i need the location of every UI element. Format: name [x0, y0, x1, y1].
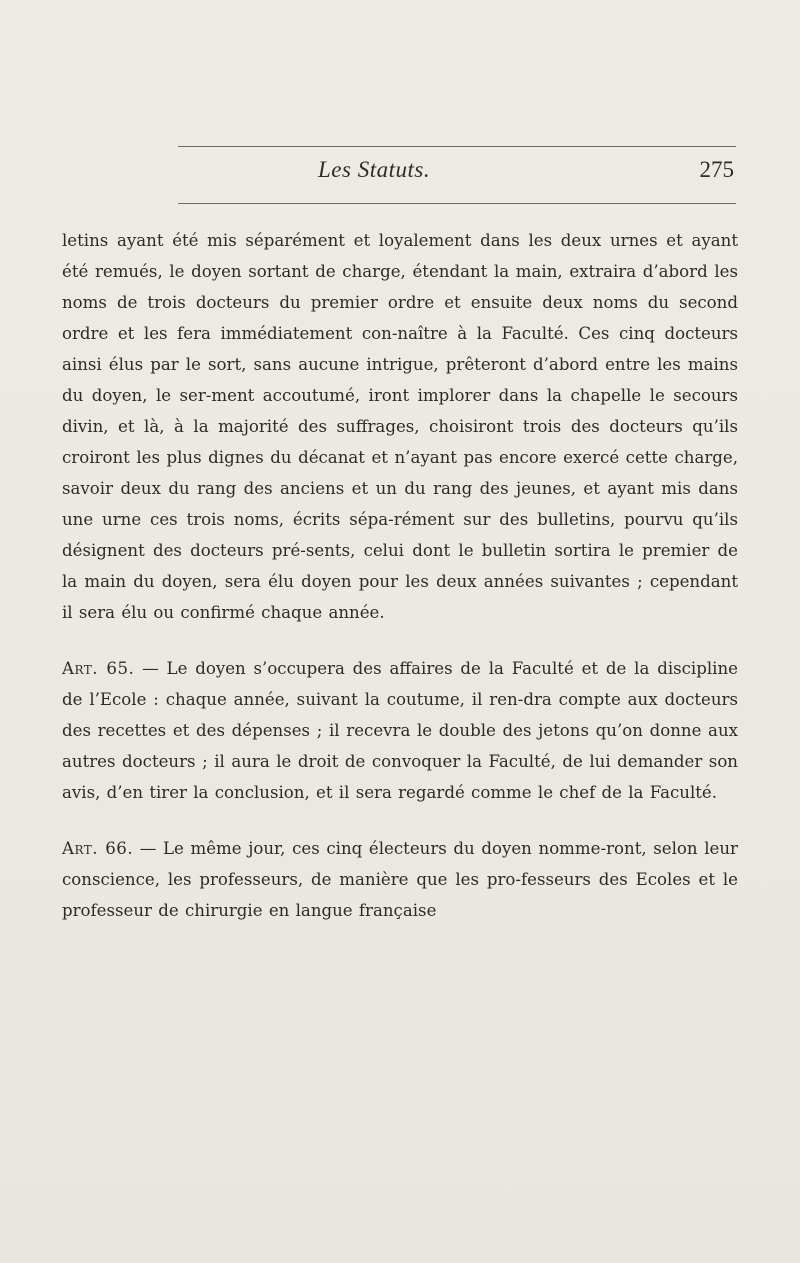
article-label: Art. 65.: [62, 659, 135, 678]
article-label: Art. 66.: [62, 839, 134, 858]
paragraph-text: — Le même jour, ces cinq électeurs du doyen nomme-ront, selon leur conscience, les professeurs, de manière que les pro-fesseurs des Ecoles et le professeur de chirurgie en langue française: [62, 839, 738, 920]
paragraph-article-65: [62, 653, 738, 808]
paragraph-text: — Le doyen s’occupera des affaires de la Faculté et de la discipline de l’Ecole : chaque année, suivant la coutume, il ren-dra compte aux docteurs des recettes et des dépenses ; il recevra le double des jetons qu’on donne aux autres docteurs ; il aura le droit de convoquer la Faculté, de lui demander son avis, d’en tirer la conclusion, et il sera regardé comme le chef de la Faculté.: [62, 659, 738, 802]
body-text: [62, 225, 738, 926]
page-number: 275: [699, 157, 734, 182]
paragraph-article-66: [62, 833, 738, 926]
header-top-rule: [178, 146, 736, 147]
running-title: Les Statuts.: [318, 157, 431, 182]
running-header: [178, 153, 736, 193]
paragraph-text: letins ayant été mis séparément et loyalement dans les deux urnes et ayant été remués, le doyen sortant de charge, étendant la main, extraira d’abord les noms de trois docteurs du premier ordre et ensuite deux noms du second ordre et les fera immédiatement con-naître à la Faculté. Ces cinq docteurs ainsi élus par le sort, sans aucune intrigue, prêteront d’abord entre les mains du doyen, le ser-ment accoutumé, iront implorer dans la chapelle le secours divin, et là, à la majorité des suffrages, choisiront trois des docteurs qu’ils croiront les plus dignes du décanat et n’ayant pas encore exercé cette charge, savoir deux du rang des anciens et un du rang des jeunes, et ayant mis dans une urne ces trois noms, écrits sépa-rément sur des bulletins, pourvu qu’ils désignent des docteurs pré-sents, celui dont le bulletin sortira le premier de la main du doyen, sera élu doyen pour les deux années suivantes ; cependant il sera élu ou confirmé chaque année.: [62, 231, 738, 622]
header-bottom-rule: [178, 203, 736, 204]
paragraph-continuation: [62, 225, 738, 628]
